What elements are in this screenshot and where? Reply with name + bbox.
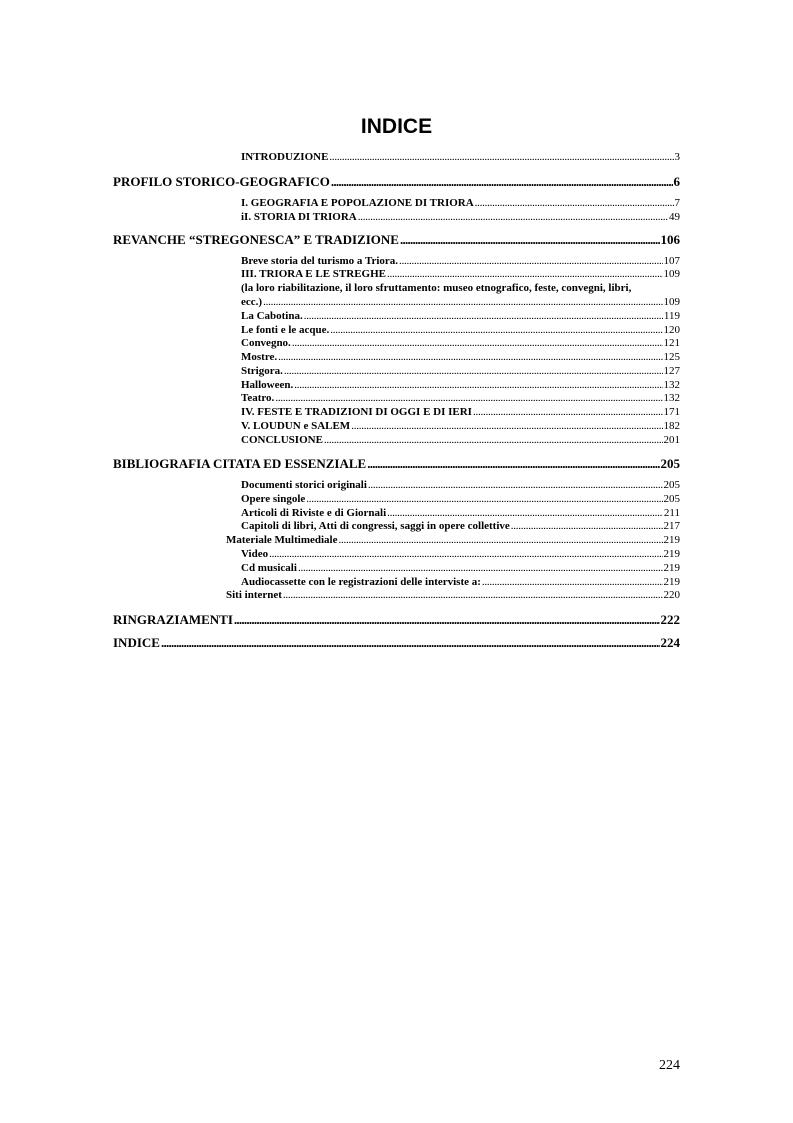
leader-dots xyxy=(329,150,673,164)
leader-dots xyxy=(306,492,662,506)
toc-entry-introduzione[interactable]: INTRODUZIONE . . . 3 xyxy=(241,150,680,164)
toc-entry-halloween[interactable]: Halloween. . . . 132 xyxy=(241,378,680,392)
leader-dots xyxy=(330,323,662,337)
toc-entry-teatro[interactable]: Teatro. . . . 132 xyxy=(241,391,680,405)
toc-entry-opere[interactable]: Opere singole . . . 205 xyxy=(241,492,680,506)
leader-dots xyxy=(294,378,662,392)
leader-dots xyxy=(269,547,662,561)
toc-entry-strigora[interactable]: Strigora. . . . 127 xyxy=(241,364,680,378)
page-title: INDICE xyxy=(360,115,433,138)
leader-dots xyxy=(284,364,663,378)
toc-entry-capitoli[interactable]: Capitoli di libri, Atti di congressi, saggi in opere collettive . . . 217 xyxy=(241,519,680,533)
leader-dots xyxy=(292,336,663,350)
toc-entry-articoli[interactable]: Articoli di Riviste e di Giornali . . . 211 xyxy=(241,506,680,520)
leader-dots xyxy=(475,196,674,210)
leader-dots xyxy=(473,405,663,419)
leader-dots xyxy=(275,391,662,405)
toc-entry-mostre[interactable]: Mostre. . . . 125 xyxy=(241,350,680,364)
toc-entry-multimediale[interactable]: Materiale Multimediale . . . 219 xyxy=(226,533,680,547)
leader-dots xyxy=(368,478,663,492)
toc-entry-cd[interactable]: Cd musicali . . . 219 xyxy=(241,561,680,575)
leader-dots xyxy=(351,419,662,433)
toc-entry-siti[interactable]: Siti internet . . . 220 xyxy=(226,588,680,602)
toc-entry-bibliografia[interactable]: BIBLIOGRAFIA CITATA ED ESSENZIALE . . . 205 xyxy=(113,456,680,472)
leader-dots xyxy=(298,561,663,575)
leader-dots xyxy=(387,267,663,281)
leader-dots xyxy=(161,635,660,651)
leader-dots xyxy=(324,433,663,447)
toc-entry-profilo[interactable]: PROFILO STORICO-GEOGRAFICO . . . 6 xyxy=(113,174,680,190)
toc-entry-convegno[interactable]: Convegno. . . . 121 xyxy=(241,336,680,350)
leader-dots xyxy=(387,506,663,520)
toc-entry-documenti[interactable]: Documenti storici originali . . . 205 xyxy=(241,478,680,492)
toc-entry-geografia[interactable]: I. GEOGRAFIA E POPOLAZIONE DI TRIORA . . . 7 xyxy=(241,196,680,210)
leader-dots xyxy=(331,174,673,190)
leader-dots xyxy=(283,588,663,602)
leader-dots xyxy=(511,519,663,533)
toc-entry-audiocassette[interactable]: Audiocassette con le registrazioni delle interviste a: . . . 219 xyxy=(241,575,680,589)
toc-entry-feste[interactable]: IV. FESTE E TRADIZIONI DI OGGI E DI IERI . . . 171 xyxy=(241,405,680,419)
leader-dots xyxy=(304,309,663,323)
leader-dots xyxy=(482,575,663,589)
leader-dots xyxy=(367,456,659,472)
leader-dots xyxy=(278,350,662,364)
leader-dots xyxy=(358,210,668,224)
toc-entry-triora-streghe[interactable]: III. TRIORA E LE STREGHE . . . 109 xyxy=(241,267,680,281)
leader-dots xyxy=(234,612,660,628)
leader-dots xyxy=(400,232,660,248)
toc-entry-loudun[interactable]: V. LOUDUN e SALEM . . . 182 xyxy=(241,419,680,433)
toc-entry-ringraziamenti[interactable]: RINGRAZIAMENTI . . . 222 xyxy=(113,612,680,628)
toc-entry-riabilitazione-line1[interactable]: (la loro riabilitazione, il loro sfruttamento: museo etnografico, feste, convegni, libri, xyxy=(241,282,632,294)
leader-dots xyxy=(339,533,663,547)
toc-entry-video[interactable]: Video . . . 219 xyxy=(241,547,680,561)
toc-entry-conclusione[interactable]: CONCLUSIONE . . . 201 xyxy=(241,433,680,447)
toc-entry-revanche[interactable]: REVANCHE “STREGONESCA” E TRADIZIONE . . . 106 xyxy=(113,232,680,248)
toc-entry-indice[interactable]: INDICE . . . 224 xyxy=(113,635,680,651)
leader-dots xyxy=(263,295,662,309)
leader-dots xyxy=(399,254,662,268)
page-number: 224 xyxy=(659,1058,680,1073)
toc-entry-fonti[interactable]: Le fonti e le acque. . . . 120 xyxy=(241,323,680,337)
toc-entry-cabotina[interactable]: La Cabotina. . . . 119 xyxy=(241,309,680,323)
toc-entry-riabilitazione[interactable]: ecc.) . . . 109 xyxy=(241,295,680,309)
toc-entry-storia[interactable]: iI. STORIA DI TRIORA . . . 49 xyxy=(241,210,680,224)
toc-entry-turismo[interactable]: Breve storia del turismo a Triora. . . . 107 xyxy=(241,254,680,268)
